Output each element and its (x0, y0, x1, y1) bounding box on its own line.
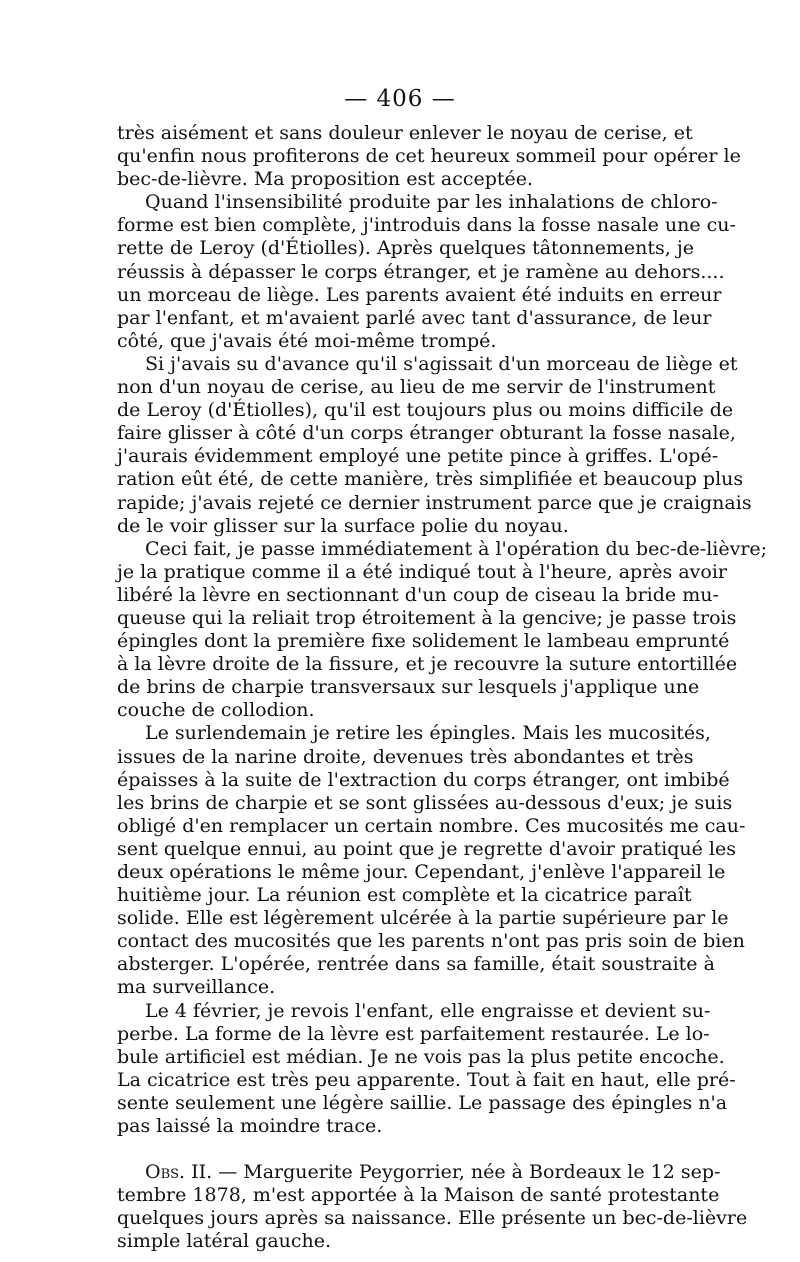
text-line: de Leroy (d'Étiolles), qu'il est toujours plus ou moins difficile de (117, 399, 734, 422)
text-line: qu'enfin nous profiterons de cet heureux sommeil pour opérer le (117, 145, 741, 168)
text-line: obligé d'en remplacer un certain nombre. Ces mucosités me cau- (117, 814, 746, 837)
text-line: non d'un noyau de cerise, au lieu de me servir de l'instrument (117, 376, 716, 399)
body-text (117, 122, 768, 1254)
text-line: queuse qui la reliait trop étroitement à la gencive; je passe trois (117, 606, 737, 629)
text-line: de brins de charpie transversaux sur lesquels j'applique une (117, 676, 700, 699)
section-gap (117, 1138, 680, 1161)
text-line: un morceau de liège. Les parents avaient été induits en erreur (117, 283, 722, 306)
text-line: faire glisser à côté d'un corps étranger obturant la fosse nasale, (117, 422, 736, 445)
text-line: épingles dont la première fixe solidement le lambeau emprunté (117, 630, 730, 653)
text-line: côté, que j'avais été moi-même trompé. (117, 329, 497, 352)
text-line: par l'enfant, et m'avaient parlé avec tant d'assurance, de leur (117, 306, 712, 329)
text-line: deux opérations le même jour. Cependant, j'enlève l'appareil le (117, 861, 726, 883)
text-line: à la lèvre droite de la fissure, et je recouvre la suture entortillée (117, 653, 738, 676)
text-line: Le 4 février, je revois l'enfant, elle engraisse et devient su- (145, 999, 711, 1022)
paragraph (117, 999, 736, 1139)
text-line: issues de la narine droite, devenues très abondantes et très (117, 745, 694, 768)
text-line: sent quelque ennui, au point que je regrette d'avoir pratiqué les (117, 837, 736, 860)
text-line: ma surveillance. (117, 976, 276, 999)
text-line: solide. Elle est légèrement ulcérée à la partie supérieure par le (117, 907, 729, 930)
text-line: j'aurais évidemment employé une petite pince à griffes. L'opé- (117, 445, 719, 468)
text-line: sente seulement une légère saillie. Le passage des épingles n'a (117, 1091, 728, 1114)
text-line: libéré la lèvre en sectionnant d'un coup de ciseau la bride mu- (117, 583, 719, 606)
text-line: je la pratique comme il a été indiqué tout à l'heure, après avoir (117, 560, 727, 583)
observation-text: — Marguerite Peygorrier, née à Bordeaux le 12 sep- (212, 1161, 721, 1184)
text-line: ration eût été, de cette manière, très simplifiée et beaucoup plus (117, 468, 744, 491)
text-line: Ceci fait, je passe immédiatement à l'opération du bec-de-lièvre; (145, 537, 768, 560)
paragraph (117, 191, 736, 353)
text-line: couche de collodion. (117, 699, 315, 722)
text-line: simple latéral gauche. (117, 1230, 332, 1253)
text-line: perbe. La forme de la lèvre est parfaitement restaurée. Le lo- (117, 1022, 710, 1045)
paragraph (117, 722, 746, 999)
observation-paragraph (117, 1161, 748, 1253)
text-line: quelques jours après sa naissance. Elle présente un bec-de-lièvre (117, 1207, 748, 1230)
text-line: les brins de charpie et se sont glissées au-dessous d'eux; je suis (117, 791, 733, 814)
text-line: Quand l'insensibilité produite par les inhalations de chloro- (145, 191, 718, 214)
paragraph (117, 122, 741, 191)
text-line: rette de Leroy (d'Étiolles). Après quelques tâtonnements, je (117, 237, 694, 260)
text-line: Si j'avais su d'avance qu'il s'agissait d'un morceau de liège et (145, 352, 738, 375)
text-line: contact des mucosités que les parents n'ont pas pris soin de bien (117, 930, 745, 953)
text-line: épaisses à la suite de l'extraction du corps étranger, ont imbibé (117, 768, 730, 791)
paragraph (117, 537, 768, 723)
text-line: bec-de-lièvre. Ma proposition est acceptée. (117, 168, 534, 191)
text-line: très aisément et sans douleur enlever le noyau de cerise, et (117, 122, 693, 144)
text-line: tembre 1878, m'est apportée à la Maison de santé protestante (117, 1184, 720, 1207)
paragraph (117, 352, 752, 538)
page-number: — 406 — (344, 86, 456, 112)
text-line: pas laissé la moindre trace. (117, 1115, 383, 1138)
text-line: de le voir glisser sur la surface polie du noyau. (117, 514, 569, 537)
text-line: bule artificiel est médian. Je ne vois pas la plus petite encoche. (117, 1045, 725, 1068)
text-line (117, 1161, 721, 1184)
text-line: forme est bien complète, j'introduis dans la fosse nasale une cu- (117, 214, 736, 237)
text-line: La cicatrice est très peu apparente. Tout à fait en haut, elle pré- (117, 1068, 736, 1091)
observation-label: Obs. II. (145, 1161, 213, 1184)
text-line: rapide; j'avais rejeté ce dernier instrument parce que je craignais (117, 491, 752, 514)
text-line: Le surlendemain je retire les épingles. Mais les mucosités, (145, 722, 711, 745)
text-line: absterger. L'opérée, rentrée dans sa famille, était soustraite à (117, 953, 715, 976)
text-line: réussis à dépasser le corps étranger, et je ramène au dehors.... (117, 260, 725, 283)
text-line: huitième jour. La réunion est complète et la cicatrice paraît (117, 884, 692, 907)
